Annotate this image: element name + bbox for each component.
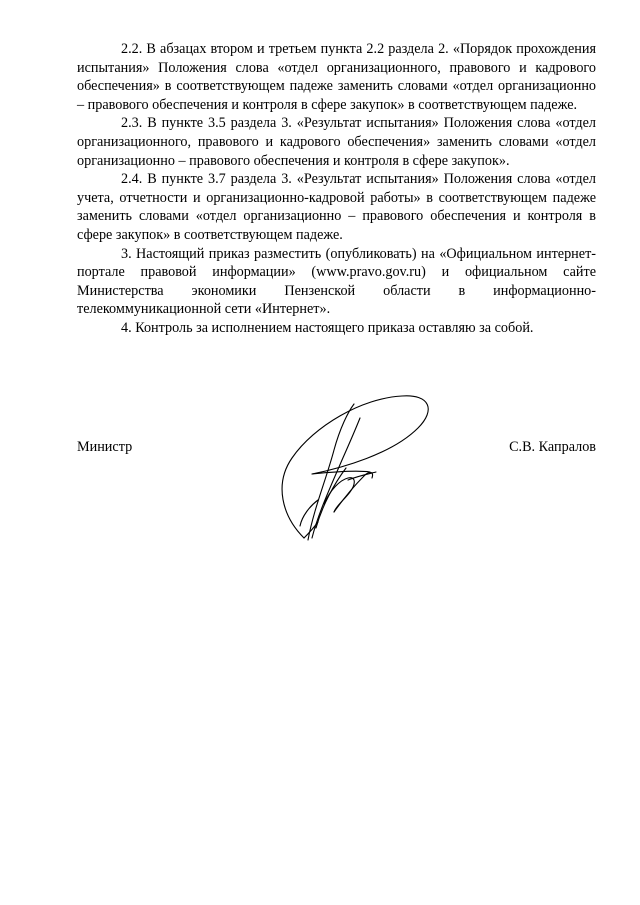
handwritten-signature-icon (252, 388, 452, 548)
paragraph-2-3: 2.3. В пункте 3.5 раздела 3. «Результат испытания» Положения слова «отдел организационного, правового и кадрового обеспечения» заменить словами «отдел организационно – правового обеспечения и контроля в сфере закупок». (77, 115, 596, 169)
paragraph-2-2: 2.2. В абзацах втором и третьем пункта 2.2 раздела 2. «Порядок прохождения испытания» Положения слова «отдел организационного, правового и кадрового обеспечения» в соответствующем падеже заменить словами «отдел организационно – правового обеспечения и контроля в сфере закупок» в соответствующем падеже. (77, 41, 596, 113)
paragraph-4: 4. Контроль за исполнением настоящего приказа оставляю за собой. (121, 319, 534, 336)
document-body (77, 40, 596, 338)
position-title: Министр (77, 439, 133, 455)
signatory-name: С.В. Капралов (509, 439, 596, 455)
paragraph-3: 3. Настоящий приказ разместить (опубликовать) на «Официальном интернет-портале правовой информации» (www.pravo.gov.ru) и официальном сайте Министерства экономики Пензенской области в информационно-телекоммуникационной сети «Интернет». (77, 245, 596, 318)
paragraph-2-4: 2.4. В пункте 3.7 раздела 3. «Результат испытания» Положения слова «отдел учета, отчетности и организационно-кадровой работы» в соответствующем падеже заменить словами «отдел организационно – правового обеспечения и контроля в сфере закупок» в соответствующем падеже. (77, 171, 596, 243)
